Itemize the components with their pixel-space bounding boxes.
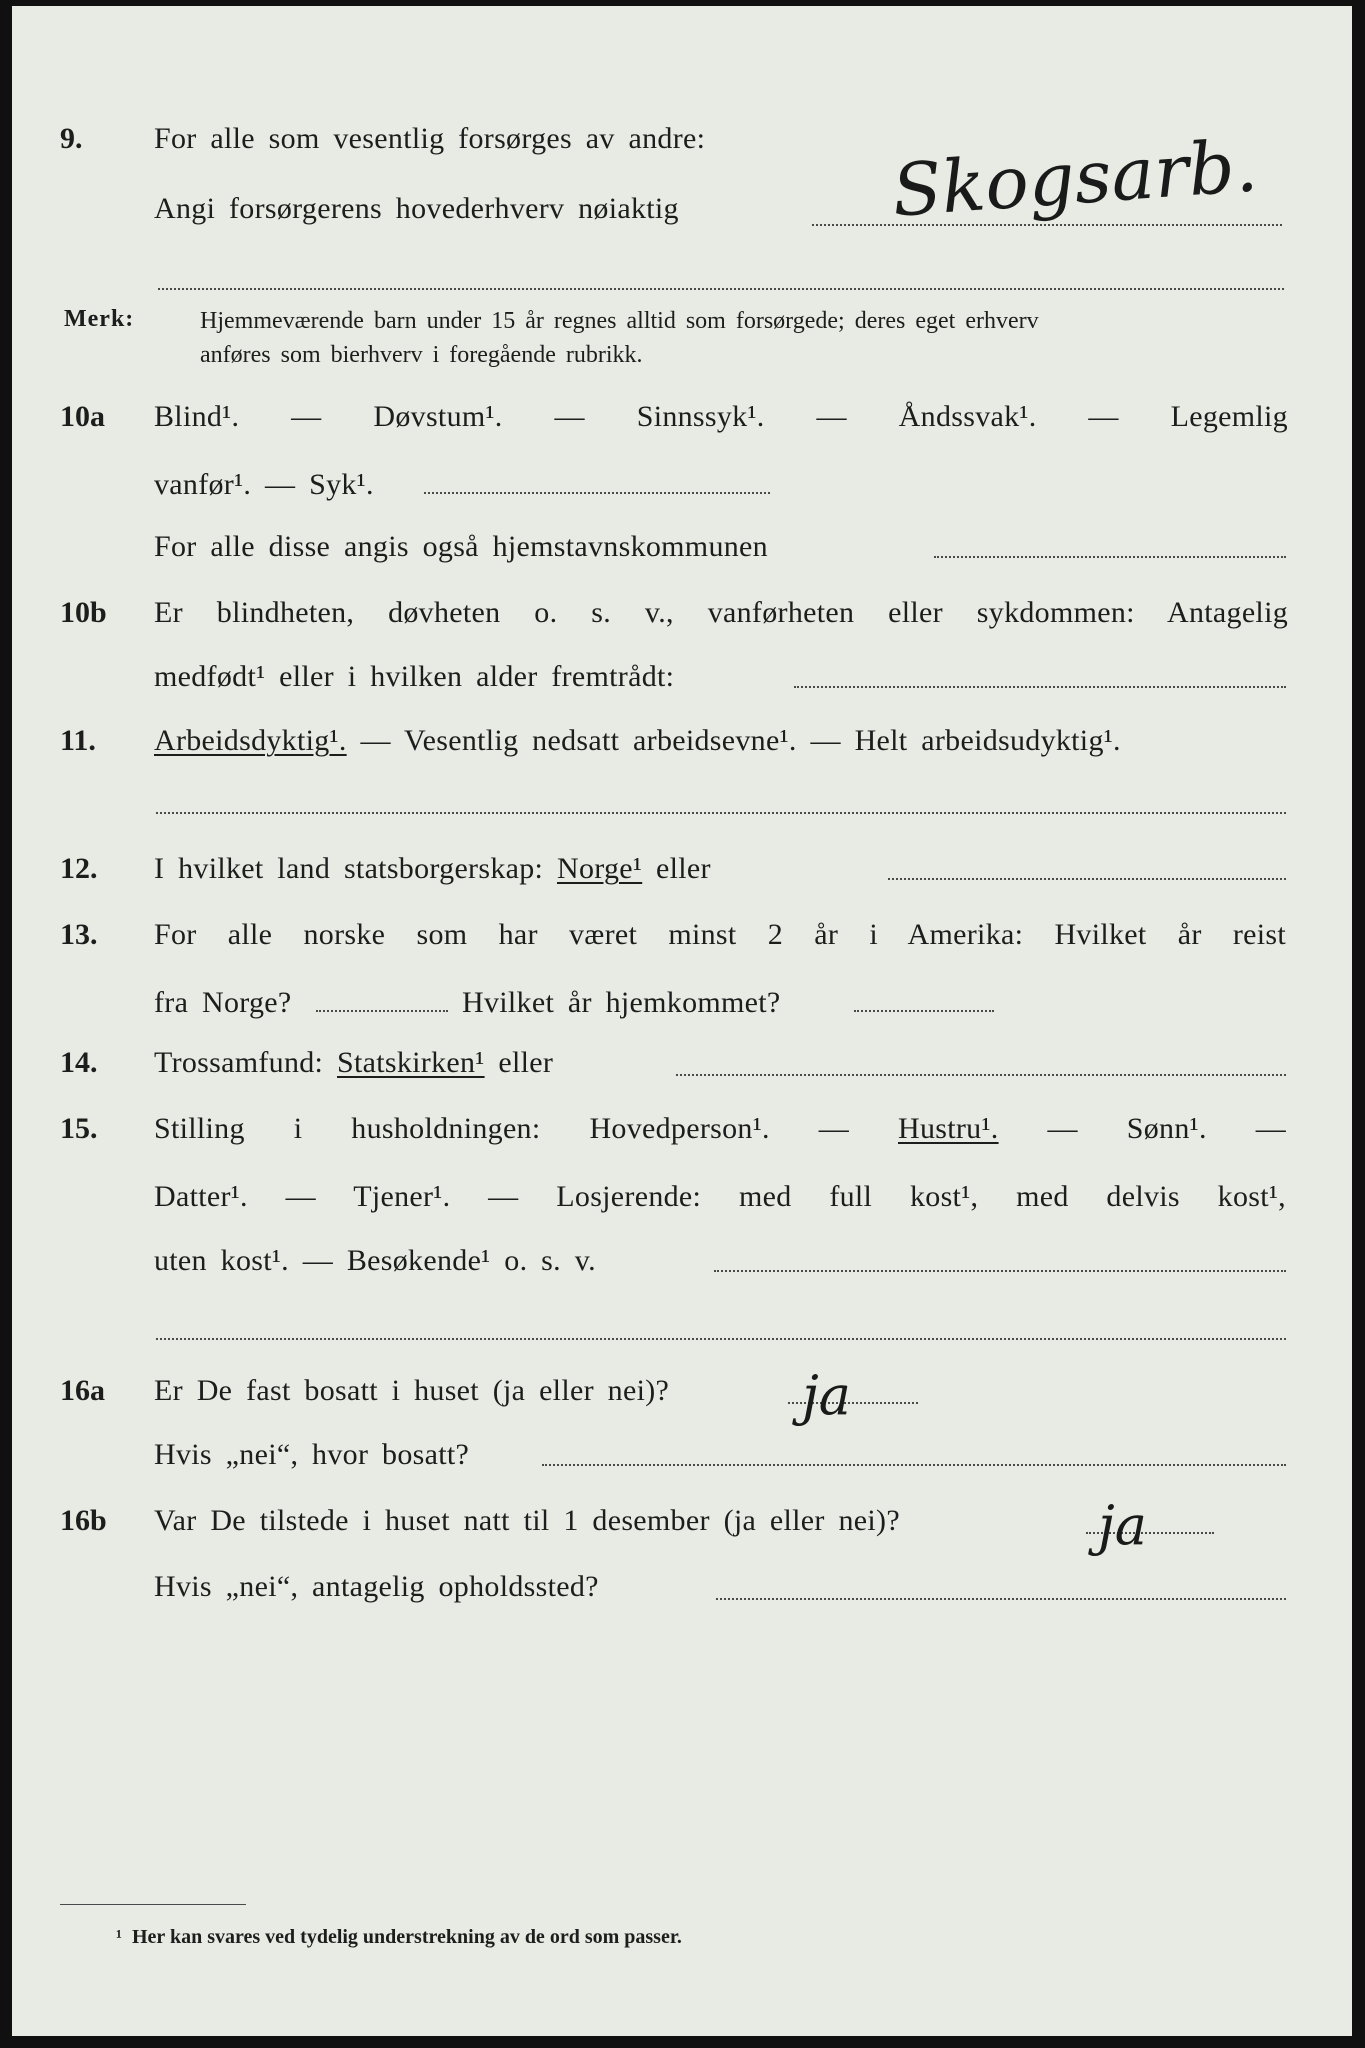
item-number-15: 15. — [60, 1112, 98, 1145]
census-form-page — [12, 6, 1352, 2036]
q15-line1 — [154, 1112, 1286, 1146]
item-number-10a: 10a — [60, 400, 105, 433]
q12-text — [154, 852, 711, 886]
q10b-line2: medfødt¹ eller i hvilken alder fremtrådt: — [154, 660, 675, 693]
q15-answer-line — [714, 1270, 1286, 1272]
item-number-16a: 16a — [60, 1374, 105, 1407]
q14-pre: Trossamfund: — [154, 1046, 337, 1079]
merk-line1: Hjemmeværende barn under 15 år regnes alltid som forsørgede; deres eget erhverv — [200, 308, 1039, 334]
q15-line — [156, 1338, 1286, 1340]
q11-rest: — Vesentlig nedsatt arbeidsevne¹. — Helt arbeidsudyktig¹. — [346, 724, 1121, 757]
q12-post: eller — [642, 852, 711, 885]
q16b-handwritten-answer: ja — [1098, 1494, 1147, 1557]
q16a-bosatt-line — [542, 1464, 1286, 1466]
q15-line3: uten kost¹. — Besøkende¹ o. s. v. — [154, 1244, 596, 1277]
q14-underlined: Statskirken¹ — [337, 1046, 485, 1079]
item-number-10b: 10b — [60, 596, 107, 629]
q11-underlined: Arbeidsdyktig¹. — [154, 724, 347, 757]
q16b-line1: Var De tilstede i huset natt til 1 desember (ja eller nei)? — [154, 1504, 900, 1537]
q16b-opholdssted-line — [716, 1598, 1286, 1600]
q13-hjemkommet-line — [854, 1010, 994, 1012]
q13-line1: For alle norske som har været minst 2 år i Amerika: Hvilket år reist — [154, 918, 1286, 951]
q11-line — [156, 812, 1286, 814]
q15-line2: Datter¹. — Tjener¹. — Losjerende: med full kost¹, med delvis kost¹, — [154, 1180, 1286, 1213]
q9-handwritten-answer: Skogsarb. — [889, 123, 1261, 233]
q13-line2a: fra Norge? — [154, 986, 292, 1019]
q10b-answer-line — [794, 686, 1286, 688]
footnote-text: Her kan svares ved tydelig understrekning av de ord som passer. — [132, 1926, 682, 1948]
q16a-handwritten-answer: ja — [802, 1364, 851, 1427]
q15-line1-post: — Sønn¹. — — [998, 1112, 1286, 1145]
q15-line1-underlined: Hustru¹. — [898, 1112, 999, 1145]
item-number-13: 13. — [60, 918, 98, 951]
q16a-line1: Er De fast bosatt i huset (ja eller nei)? — [154, 1374, 670, 1407]
footnote-mark: ¹ — [116, 1926, 122, 1948]
q14-post: eller — [484, 1046, 554, 1079]
q13-reist-line — [316, 1010, 448, 1012]
q12-answer-line — [888, 878, 1286, 880]
q10b-line1: Er blindheten, døvheten o. s. v., vanførheten eller sykdommen: Antagelig — [154, 596, 1288, 629]
q9-line2: Angi forsørgerens hovederhverv nøiaktig — [154, 192, 679, 225]
q9-line1: For alle som vesentlig forsørges av andre: — [154, 122, 706, 155]
item-number-12: 12. — [60, 852, 98, 885]
q10a-line3: For alle disse angis også hjemstavnskommunen — [154, 530, 768, 563]
merk-line2: anføres som bierhverv i foregående rubrikk. — [200, 342, 643, 368]
q10a-syk-line — [424, 492, 770, 494]
item-number-11: 11. — [60, 724, 96, 757]
q13-line2b: Hvilket år hjemkommet? — [462, 986, 781, 1019]
q16a-line2: Hvis „nei“, hvor bosatt? — [154, 1438, 470, 1471]
q16b-line2: Hvis „nei“, antagelig opholdssted? — [154, 1570, 599, 1603]
q9-answer-line — [812, 224, 1282, 226]
item-number-9: 9. — [60, 122, 83, 155]
separator-line — [158, 288, 1284, 290]
q12-pre: I hvilket land statsborgerskap: — [154, 852, 557, 885]
q10a-line2: vanfør¹. — Syk¹. — [154, 468, 374, 501]
item-number-14: 14. — [60, 1046, 98, 1079]
footnote — [116, 1926, 682, 1949]
item-number-16b: 16b — [60, 1504, 107, 1537]
q15-line1-pre: Stilling i husholdningen: Hovedperson¹. — — [154, 1112, 898, 1145]
q10a-kommune-line — [934, 556, 1286, 558]
q12-underlined: Norge¹ — [556, 852, 643, 885]
footnote-rule — [60, 1904, 246, 1905]
q11-text — [154, 724, 1121, 758]
q10a-line1: Blind¹. — Døvstum¹. — Sinnssyk¹. — Åndssvak¹. — Legemlig — [154, 400, 1288, 433]
merk-label: Merk: — [64, 306, 135, 332]
q14-answer-line — [676, 1074, 1286, 1076]
q14-text — [154, 1046, 553, 1080]
